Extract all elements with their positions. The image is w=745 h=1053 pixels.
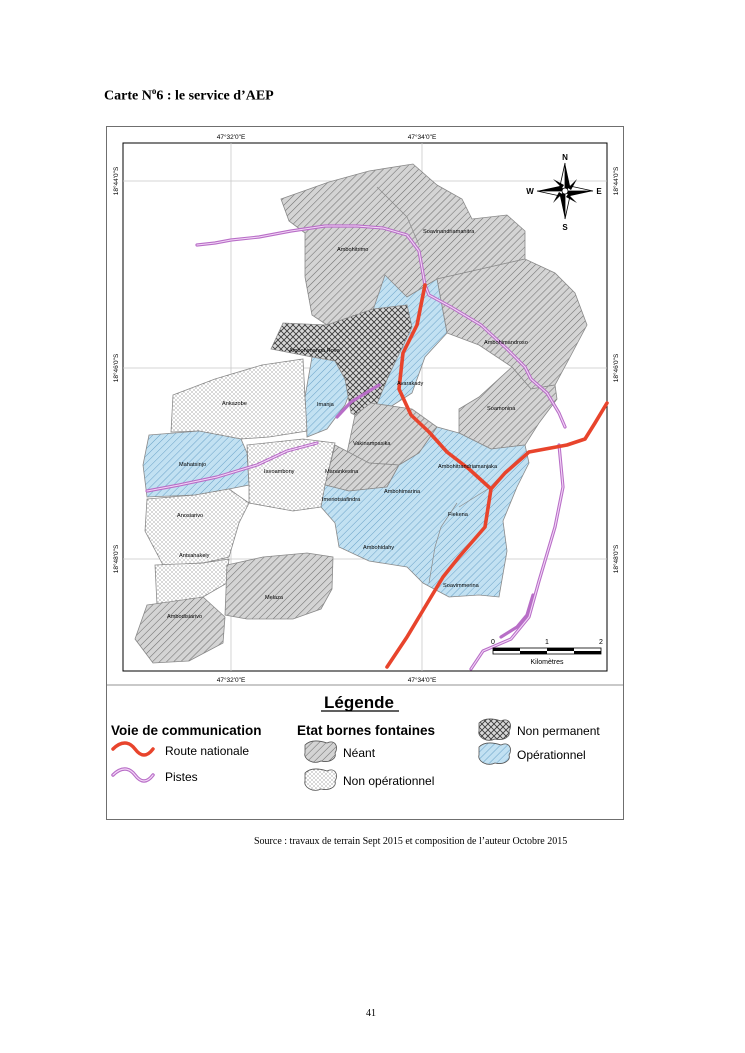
legend-neant: Néant [343,746,376,760]
place-label: Fiekena [448,512,468,518]
place-label: Iavoambony [264,469,295,475]
place-label: Anosiarivo [177,513,204,519]
lon-label-bottom: 47°32'0"E [216,677,246,684]
place-label: Avarakady [397,381,424,387]
place-label: Soavimmerina [443,583,479,589]
place-label: Soavinandriamanitra [423,229,475,235]
place-label: Imanja [317,402,334,408]
lat-label-right: 18°46'0"S [613,353,620,383]
place-label: Ambohimanga Rova [289,348,340,354]
legend [107,685,623,790]
lat-label-left: 18°48'0"S [113,544,120,574]
place-label: Antsahakely [179,553,210,559]
lat-label-right: 18°48'0"S [613,544,620,574]
place-label: Imeriotsiafindra [322,497,361,503]
lat-label-left: 18°46'0"S [113,353,120,383]
lon-label-top: 47°32'0"E [216,134,246,141]
lat-label-right: 18°44'0"S [613,166,620,196]
map-frame [106,126,624,820]
lon-label-top: 47°34'0"E [407,134,437,141]
place-label: Ankazobe [222,401,247,407]
route-nationale-icon [113,743,153,755]
compass-north: N [562,153,568,162]
legend-etat-heading: Etat bornes fontaines [297,723,436,738]
legend-non-permanent: Non permanent [517,724,600,738]
scale-tick: 0 [491,639,495,646]
region-melaza [225,553,333,619]
lat-label-left: 18°44'0"S [113,166,120,196]
map-svg [107,127,623,819]
legend-non-operationnel: Non opérationnel [343,774,435,788]
place-label: Ambohidahy [363,545,395,551]
place-label: Manankesina [325,469,359,475]
legend-route-nationale: Route nationale [165,744,250,758]
scale-tick: 1 [545,639,549,646]
compass-west: W [526,187,534,196]
legend-voie-heading: Voie de communication [111,723,262,738]
place-label: Vakinampasika [353,441,391,447]
neant-swatch-icon [305,741,337,762]
place-label: Ambohitrimo [337,247,369,253]
place-label: Ambohitrandriamanjaka [438,464,498,470]
map-title: Carte $N^o6$ : le service d’AEP [104,86,274,104]
scale-tick: 2 [599,639,603,646]
non-operationnel-swatch-icon [305,769,337,790]
place-label: Ambodisiarivo [167,614,203,620]
lon-label-bottom: 47°34'0"E [407,677,437,684]
source-caption: Source : travaux de terrain Sept 2015 et composition de l’auteur Octobre 2015 [254,836,568,847]
operationnel-swatch-icon [479,743,511,764]
legend-pistes: Pistes [165,770,198,784]
page-number: 41 [366,1008,376,1019]
non-permanent-swatch-icon [479,719,511,740]
compass-south: S [562,223,568,232]
legend-operationnel: Opérationnel [517,748,586,762]
place-label: Soamonina [487,406,516,412]
place-label: Melaza [265,595,284,601]
legend-title: Légende [324,693,394,712]
scale-unit: Kilomètres [530,659,564,666]
place-label: Ambohimandroso [484,340,528,346]
place-label: Mahatsinjo [179,462,207,468]
place-label: Ambohimarina [384,489,421,495]
compass-east: E [596,187,602,196]
